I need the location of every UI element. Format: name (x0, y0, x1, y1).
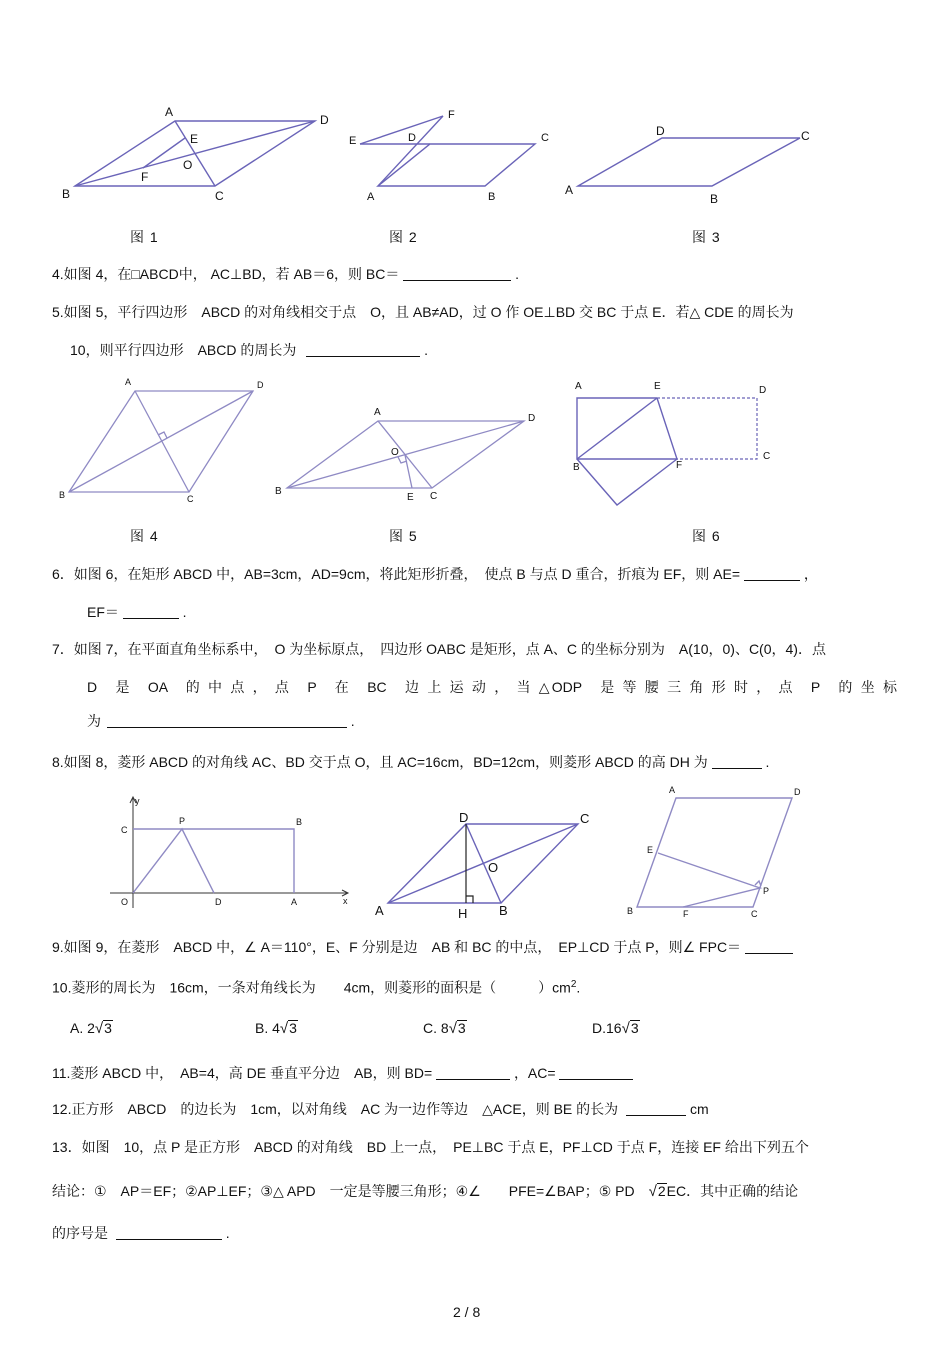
question-6-text: 6．如图 6，在矩形 ABCD 中，AB=3cm，AD=9cm，将此矩形折叠， 使点 B 与点 D 重合，折痕为 EF，则 AE= (52, 566, 741, 582)
figure-4 (55, 373, 280, 508)
question-5-text: 10，则平行四边形 ABCD 的周长为 (70, 342, 297, 358)
question-13-text-b: EC．其中正确的结论 (666, 1183, 799, 1199)
fig5-label-B: B (275, 486, 282, 497)
fig7-label-B: B (296, 817, 303, 827)
fig1-label-E: E (190, 132, 199, 146)
fig6-label-C: C (763, 451, 771, 462)
question-9 (52, 938, 793, 956)
question-12-end: cm (689, 1101, 709, 1117)
question-6-sep: ， (803, 566, 818, 582)
question-11-text: 11.菱形 ABCD 中， AB=4，高 DE 垂直平分边 AB，则 BD= (52, 1065, 433, 1081)
question-13-line-3 (52, 1224, 230, 1242)
fig8-label-C: C (580, 811, 590, 826)
figure-5-caption: 图 5 (389, 528, 418, 544)
fig5-label-D: D (528, 413, 536, 424)
option-b-radicand: 3 (289, 1020, 297, 1036)
question-8 (52, 753, 769, 771)
figure-1-caption: 图 1 (130, 229, 159, 245)
fig3-label-B: B (710, 192, 719, 206)
fig9-label-C: C (751, 909, 758, 919)
question-5-line-2 (70, 341, 428, 359)
question-13-line-2 (52, 1182, 798, 1201)
answer-blank-12[interactable] (626, 1101, 686, 1116)
fig2-label-B: B (488, 191, 496, 203)
question-7-end: . (350, 713, 355, 729)
question-11-mid: ，AC= (513, 1065, 556, 1081)
fig1-label-F: F (141, 170, 149, 184)
question-9-text: 9.如图 9，在菱形 ABCD 中，∠ A＝110°，E、F 分别是边 AB 和 BC 的中点， EP⊥CD 于点 P，则∠ FPC＝ (52, 939, 742, 955)
question-12 (52, 1100, 709, 1118)
figure-5 (270, 403, 545, 508)
answer-blank-8[interactable] (712, 754, 762, 769)
answer-blank-6-ae[interactable] (744, 566, 800, 581)
sqrt-symbol: √ (448, 1020, 457, 1037)
fig8-label-A: A (375, 903, 384, 918)
fig3-label-A: A (565, 183, 574, 197)
question-13-text-c: 的序号是 (52, 1225, 108, 1241)
question-8-text: 8.如图 8，菱形 ABCD 的对角线 AC、BD 交于点 O，且 AC=16cm，BD=12cm，则菱形 ABCD 的高 DH 为 (52, 754, 708, 770)
figure-9 (620, 780, 820, 920)
fig1-label-D: D (320, 113, 329, 127)
fig8-label-D: D (459, 810, 469, 825)
fig2-label-F: F (448, 109, 455, 121)
fig1-label-C: C (215, 189, 224, 203)
question-8-end: . (765, 754, 770, 770)
fig8-label-H: H (458, 906, 468, 921)
fig9-label-D: D (794, 787, 801, 797)
question-4-text: 4.如图 4，在□ABCD中， AC⊥BD，若 AB＝6，则 BC＝ (52, 266, 400, 282)
option-a-prefix: A. 2 (70, 1020, 95, 1036)
fig4-label-A: A (125, 377, 132, 387)
fig9-label-B: B (627, 906, 634, 916)
sqrt-symbol: √ (648, 1183, 657, 1200)
question-6-end: . (182, 604, 187, 620)
option-a-radicand: 3 (104, 1020, 112, 1036)
fig8-label-B: B (499, 903, 508, 918)
fig7-label-P: P (179, 816, 186, 826)
fig7-label-O: O (121, 897, 129, 907)
fig4-label-C: C (187, 494, 194, 504)
question-10 (52, 976, 580, 997)
fig9-label-P: P (763, 886, 770, 896)
fig8-label-O: O (488, 860, 499, 875)
fig2-label-E: E (349, 135, 357, 147)
question-12-text: 12.正方形 ABCD 的边长为 1cm，以对角线 AC 为一边作等边 △ACE，则 BE 的长为 (52, 1101, 619, 1117)
question-6-line-2 (87, 603, 187, 621)
fig1-label-O: O (183, 158, 193, 172)
question-7-line-2: D 是 OA 的 中 点 ， 点 P 在 BC 边 上 运 动 ， 当 △ODP 是 等 腰 三 角 形 时 ， 点 P 的 坐 标 (87, 679, 897, 695)
figure-7 (105, 790, 360, 915)
option-c-prefix: C. 8 (423, 1020, 449, 1036)
figure-3-caption: 图 3 (692, 229, 721, 245)
question-13-text-a: 结论：① AP＝EF；②AP⊥EF；③△ APD 一定是等腰三角形；④∠ PFE=∠BAP；⑤ PD (52, 1183, 649, 1199)
fig5-label-E: E (407, 492, 414, 503)
question-7-line-1: 7．如图 7，在平面直角坐标系中， O 为坐标原点， 四边形 OABC 是矩形，点 A、C 的坐标分别为 A(10，0)、C(0，4)．点 (52, 641, 826, 657)
question-13-end: . (225, 1225, 230, 1241)
figure-2 (345, 100, 565, 210)
fig2-label-D: D (408, 132, 416, 144)
figure-6-caption: 图 6 (692, 528, 721, 544)
option-d-radicand: 3 (630, 1020, 639, 1036)
question-10-end: . (576, 979, 581, 996)
fig7-label-C: C (121, 825, 128, 835)
fig6-label-B: B (573, 462, 580, 473)
question-10-text: 10.菱形的周长为 16cm，一条对角线长为 4cm，则菱形的面积是（ ）cm (52, 979, 571, 996)
option-d[interactable] (592, 1020, 640, 1037)
fig2-label-A: A (367, 191, 375, 203)
fig6-label-F: F (676, 460, 683, 471)
fig9-label-A: A (669, 785, 676, 795)
fig5-label-A: A (374, 407, 381, 418)
fig1-label-A: A (165, 105, 174, 119)
figure-3 (560, 115, 830, 210)
answer-blank-4[interactable] (403, 266, 511, 281)
figure-2-caption: 图 2 (389, 229, 418, 245)
fig2-label-C: C (541, 132, 549, 144)
question-10-sup: 2 (570, 979, 577, 990)
question-4-end: . (515, 266, 520, 282)
fig7-label-A: A (291, 897, 298, 907)
answer-blank-6-ef[interactable] (123, 604, 179, 619)
fig9-label-E: E (647, 845, 654, 855)
option-b-prefix: B. 4 (255, 1020, 280, 1036)
fig3-label-C: C (801, 129, 810, 143)
fig7-label-D: D (215, 897, 222, 907)
option-d-prefix: D.16 (592, 1020, 622, 1036)
fig4-label-D: D (257, 380, 264, 390)
fig5-label-O: O (391, 447, 399, 458)
answer-blank-11-ac[interactable] (559, 1065, 633, 1080)
figure-1 (55, 100, 345, 210)
answer-blank-7[interactable] (107, 713, 347, 728)
option-a[interactable] (70, 1020, 113, 1037)
question-5-line-1: 5.如图 5，平行四边形 ABCD 的对角线相交于点 O，且 AB≠AD，过 O 作 OE⊥BD 交 BC 于点 E．若△ CDE 的周长为 (52, 304, 794, 320)
answer-blank-5[interactable] (306, 342, 420, 357)
question-6-line-1 (52, 565, 818, 583)
figure-6 (565, 375, 785, 510)
fig7-label-y: y (135, 796, 140, 806)
question-13-line-1: 13．如图 10，点 P 是正方形 ABCD 的对角线 BD 上一点， PE⊥BC 于点 E，PF⊥CD 于点 F，连接 EF 给出下列五个 (52, 1139, 809, 1155)
sqrt-symbol: √ (621, 1020, 630, 1037)
sqrt-symbol: √ (279, 1020, 289, 1037)
fig6-label-A: A (575, 381, 582, 392)
question-11 (52, 1064, 633, 1082)
question-6-ef: EF＝ (87, 604, 119, 620)
question-5-end: . (424, 342, 429, 358)
fig3-label-D: D (656, 124, 665, 138)
answer-blank-13[interactable] (116, 1225, 222, 1240)
fig6-label-E: E (654, 381, 661, 392)
sqrt-symbol: √ (94, 1020, 104, 1037)
fig6-label-D: D (759, 385, 767, 396)
figure-8 (368, 805, 598, 920)
question-13-radicand: 2 (657, 1183, 666, 1199)
answer-blank-11-bd[interactable] (436, 1065, 510, 1080)
fig1-label-B: B (62, 187, 71, 201)
question-7-line-3 (87, 712, 355, 730)
figure-4-caption: 图 4 (130, 528, 159, 544)
fig5-label-C: C (430, 491, 438, 502)
question-4 (52, 265, 519, 283)
option-c-radicand: 3 (457, 1020, 466, 1036)
option-c[interactable] (423, 1020, 467, 1037)
fig7-label-x: x (343, 896, 348, 906)
page-number: 2 / 8 (453, 1304, 481, 1320)
answer-blank-9[interactable] (745, 939, 793, 954)
question-7-text: 为 (87, 713, 101, 729)
option-b[interactable] (255, 1020, 298, 1037)
fig9-label-F: F (683, 909, 689, 919)
fig4-label-B: B (59, 490, 66, 500)
